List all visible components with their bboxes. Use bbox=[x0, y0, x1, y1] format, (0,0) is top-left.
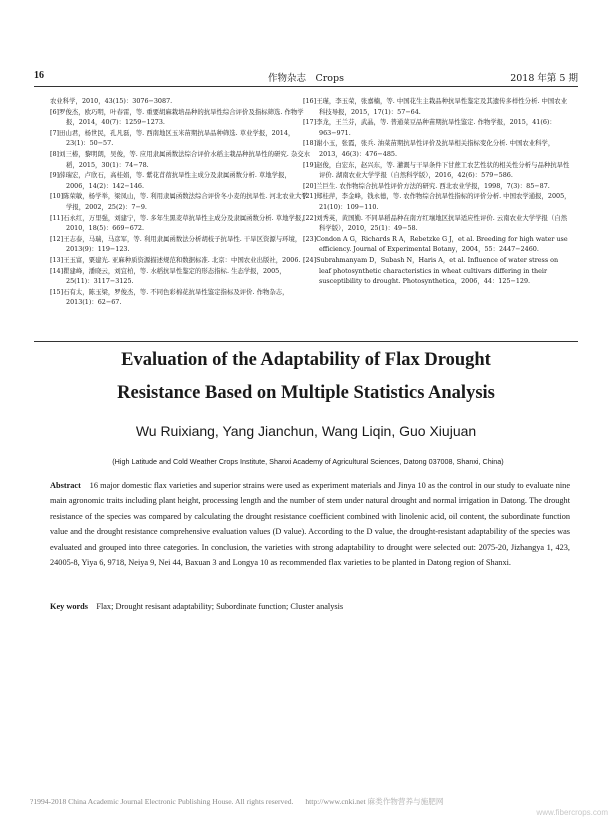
paper-title-line-1: Evaluation of the Adaptability of Flax Drought bbox=[121, 350, 491, 370]
reference-item: [6]罗俊杰，欧巧明，叶春雷，等. 重要胡麻栽培品种的抗旱性综合评价及指标筛选. 作物学报，2014，40(7)：1259−1273. bbox=[50, 107, 304, 127]
reference-item: [15]石有太，陈玉梁，罗俊杰，等. 不同色彩棉花抗旱性鉴定指标及评价. 作物杂志，2013(1)：62−67. bbox=[50, 287, 289, 307]
affiliation: (High Latitude and Cold Weather Crops Institute, Shanxi Academy of Agricultural Sciences, Datong 037008, Shanxi, China) bbox=[112, 457, 504, 466]
reference-item: 农业科学，2010，43(15)：3076−3087. bbox=[50, 97, 173, 105]
footer bbox=[30, 796, 610, 807]
keywords-text: Flax; Drought resisant adaptability; Subordinate function; Cluster analysis bbox=[96, 602, 344, 611]
reference-item: [9]薛瑞宏，卢欣石，高桂娟，等. 紫花苜蓿抗旱性主成分及隶属函数分析. 草地学报，2006，14(2)：142−146. bbox=[50, 171, 291, 190]
abstract-label: Abstract bbox=[50, 481, 81, 490]
reference-item: [21]郑桂萍，李金峰，钱永德，等. 农作物综合抗旱性指标的评价分析. 中国农学通报，2005，21(10)：109−110. bbox=[303, 192, 571, 211]
reference-item: [13]王玉富，粟建光. 亚麻种质资源描述规范和数据标准. 北京：中国农业出版社，2006. bbox=[50, 255, 301, 264]
copyright-notice: ?1994-2018 China Academic Journal Electronic Publishing House. All rights reserved. bbox=[30, 797, 294, 806]
watermark-text: 麻类作物营养与施肥网 bbox=[367, 797, 444, 806]
author-list: Wu Ruixiang, Yang Jianchun, Wang Liqin, Guo Xiujuan bbox=[135, 423, 477, 439]
issue-label: 2018 年第 5 期 bbox=[510, 73, 578, 84]
references-left-column bbox=[50, 96, 312, 308]
reference-item: [14]瞿建峰，潘晓云，刘宜柏，等. 水稻抗旱性鉴定的形态指标. 生态学报，2005，25(11)：3117−3125. bbox=[50, 266, 286, 286]
keywords bbox=[50, 602, 570, 611]
journal-name: 作物杂志 Crops bbox=[268, 73, 344, 84]
reference-item: [23]Condon A G，Richards R A，Rebetzke G J，et al. Breeding for high water use efficiency. Journal of Experimental Botany，2004，55：2447−2460. bbox=[303, 234, 568, 254]
reference-item: [18]谢小玉，张霞，张兵. 油菜苗期抗旱性评价及抗旱相关指标变化分析. 中国农业科学，2013，46(3)：476−485. bbox=[303, 139, 555, 158]
reference-item: [20]兰巨生. 农作物综合抗旱性评价方法的研究. 西北农业学报，1998，7(3)：85−87. bbox=[303, 181, 550, 190]
reference-item: [17]李龙，王兰芬，武晶，等. 普通菜豆品种苗期抗旱性鉴定. 作物学报，2015，41(6)：963−971. bbox=[303, 118, 556, 137]
abstract-text: 16 major domestic flax varieties and superior strains were used as experiment materials and Jinya 10 as the control in our study to evaluate nine main agronomic traits including plant height, processing length and the number of stem under natural drought and normal irrigation in Datong. The drought resistance of the species was compared by calculating the drought resistance coefficient combined with linolenic acid, oil content, the subordinate function value and the drought resistance comprehensive evaluation values (D value). According to the D value, the drought-resistant adaptability of the species was evaluated and grouped into three categories. In conclusion, the varieties with strong adaptability to drought were selected out: 2075-20, Jizhangya 1, 423, 24005-8, Yiya 6, 9718, Neiya 9, Nei 44, Baxuan 3 and Longya 10 as recommended flax varieties to be planted in Datong region of Shanxi. bbox=[50, 481, 570, 568]
reference-item: [11]石永红，万里强，刘建宁，等. 多年生黑麦草抗旱性主成分及隶属函数分析. 草地学报，2010，18(5)：669−672. bbox=[50, 213, 308, 233]
paper-title-line-2: Resistance Based on Multiple Statistics Analysis bbox=[117, 383, 495, 403]
watermark-url: www.fibercrops.com bbox=[536, 808, 608, 817]
section-rule bbox=[34, 341, 578, 342]
references-right-column bbox=[303, 96, 571, 287]
reference-item: [12]王志泰，马瑞，马彦军，等. 利用隶属函数法分析胡枝子抗旱性. 干旱区资源与环境，2013(9)：119−123. bbox=[50, 234, 302, 254]
reference-item: [8]刘三椿，黎明朗，吴俊，等. 应用隶属函数法综合评价水稻主栽品种抗旱性的研究. 杂交水稻，2015，30(1)：74−78. bbox=[50, 149, 311, 169]
header-rule bbox=[34, 86, 578, 87]
reference-item: [24]Subrahmanyam D，Subash N，Haris A，et al. Influence of water stress on leaf photosynthetic characteristics in wheat cultivars differing in their susceptibility to drought. Photosynthetica，2006，44：125−129. bbox=[303, 255, 559, 286]
page-number: 16 bbox=[34, 70, 44, 81]
reference-item: [10]陈荣敏，杨学举，梁凤山，等. 利用隶属函数法综合评价冬小麦的抗旱性. 河北农业大学学报，2002，25(2)：7−9. bbox=[50, 192, 308, 211]
keywords-label: Key words bbox=[50, 602, 89, 611]
reference-item: [7]田山君，杨世民，孔凡磊，等. 西南地区玉米苗期抗旱品种筛选. 草业学报，2014，23(1)：50−57. bbox=[50, 128, 295, 148]
reference-item: [19]赵俊，白宏东，赵兴东，等. 灌溉与干旱条件下甘蔗工农艺性状的相关性分析与品种抗旱性评价. 湖南农业大学学报（自然科学版），2016，42(6)：579−586. bbox=[303, 160, 570, 180]
reference-item: [16]王瑾，李玉荣，张嘉楠，等. 中国花生主栽品种抗旱性鉴定及其遗传多样性分析. 中国农业科技导报，2015，17(1)：57−64. bbox=[303, 97, 568, 116]
cnki-link[interactable]: http://www.cnki.net bbox=[305, 797, 366, 806]
abstract bbox=[50, 478, 570, 570]
reference-item: [22]刘秀英，黄国勤. 不同旱稻品种在南方红壤地区抗旱适应性评价. 云南农业大学学报（自然科学版），2010，25(1)：49−58. bbox=[303, 213, 568, 233]
running-header bbox=[34, 70, 578, 84]
